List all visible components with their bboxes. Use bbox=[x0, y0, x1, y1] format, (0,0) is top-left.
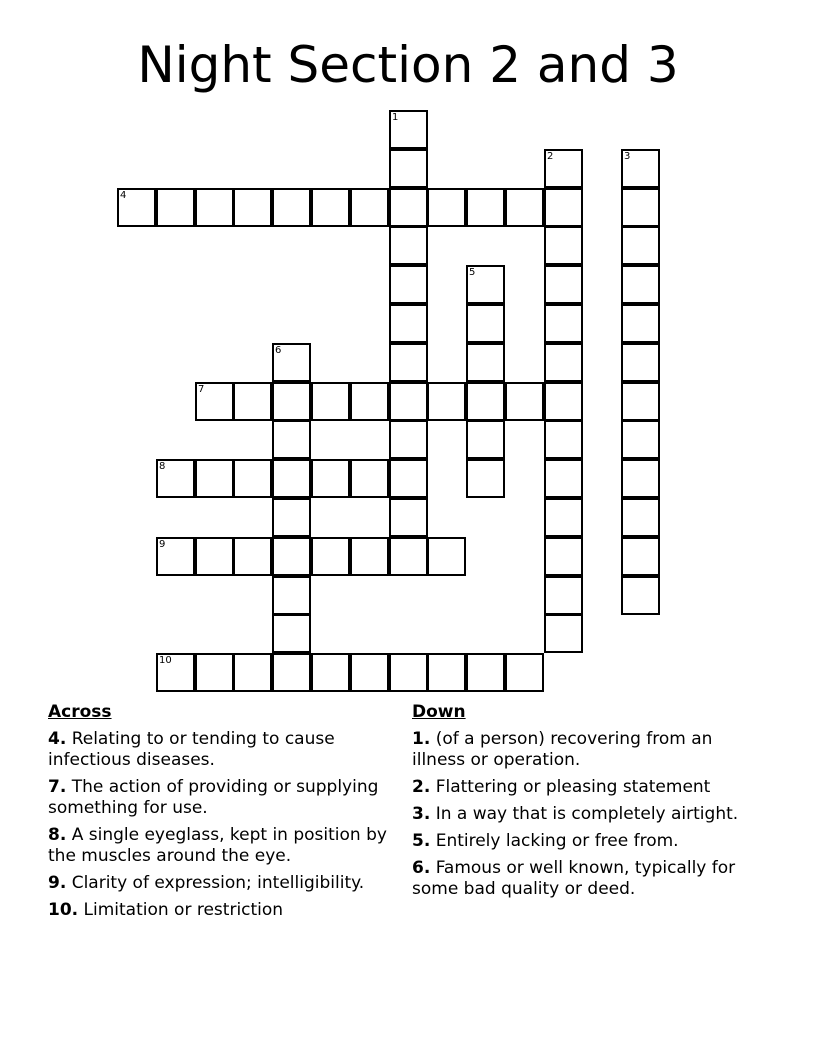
puzzle-title: Night Section 2 and 3 bbox=[137, 36, 679, 94]
grid-cell[interactable] bbox=[311, 459, 350, 498]
clue-text: Entirely lacking or free from. bbox=[435, 831, 679, 851]
grid-cell[interactable] bbox=[311, 653, 350, 692]
clue-text: Relating to or tending to cause infectious diseases. bbox=[48, 729, 335, 770]
grid-cell[interactable] bbox=[544, 226, 583, 265]
clue-number: 7. bbox=[48, 777, 67, 797]
clue-text: Famous or well known, typically for some bad quality or deed. bbox=[412, 858, 736, 899]
grid-cell[interactable] bbox=[389, 265, 428, 304]
grid-cell[interactable] bbox=[350, 188, 389, 227]
down-heading: Down bbox=[412, 702, 466, 722]
grid-cell[interactable] bbox=[544, 537, 583, 576]
grid-cell[interactable] bbox=[621, 343, 660, 382]
grid-cell[interactable] bbox=[389, 653, 428, 692]
grid-cell[interactable] bbox=[389, 459, 428, 498]
across-clue-10 bbox=[48, 900, 393, 921]
cell-number: 2 bbox=[547, 151, 554, 162]
grid-cell[interactable] bbox=[621, 188, 660, 227]
clue-number: 8. bbox=[48, 825, 67, 845]
grid-cell[interactable] bbox=[544, 459, 583, 498]
grid-cell[interactable] bbox=[621, 226, 660, 265]
clue-text: Clarity of expression; intelligibility. bbox=[71, 873, 365, 893]
grid-cell[interactable] bbox=[156, 188, 195, 227]
grid-cell[interactable] bbox=[272, 343, 311, 382]
clue-number: 6. bbox=[412, 858, 431, 878]
down-clue-1 bbox=[412, 729, 757, 771]
grid-cell[interactable] bbox=[427, 653, 466, 692]
grid-cell[interactable] bbox=[544, 382, 583, 421]
grid-cell[interactable] bbox=[195, 537, 234, 576]
grid-cell[interactable] bbox=[389, 110, 428, 149]
clue-text: Limitation or restriction bbox=[83, 900, 284, 920]
cell-number: 5 bbox=[469, 267, 476, 278]
grid-cell[interactable] bbox=[389, 304, 428, 343]
clue-number: 3. bbox=[412, 804, 431, 824]
grid-cell[interactable] bbox=[272, 420, 311, 459]
grid-cell[interactable] bbox=[427, 382, 466, 421]
grid-cell[interactable] bbox=[350, 459, 389, 498]
grid-cell[interactable] bbox=[311, 188, 350, 227]
across-clue-7 bbox=[48, 777, 393, 819]
cell-number: 7 bbox=[198, 384, 205, 395]
grid-cell[interactable] bbox=[544, 576, 583, 615]
grid-cell[interactable] bbox=[466, 382, 505, 421]
grid-cell[interactable] bbox=[427, 188, 466, 227]
grid-cell[interactable] bbox=[350, 653, 389, 692]
grid-cell[interactable] bbox=[156, 653, 195, 692]
grid-cell[interactable] bbox=[389, 382, 428, 421]
cell-number: 8 bbox=[159, 461, 166, 472]
clue-number: 9. bbox=[48, 873, 67, 893]
grid-cell[interactable] bbox=[466, 265, 505, 304]
grid-cell[interactable] bbox=[195, 459, 234, 498]
down-clue-5 bbox=[412, 831, 757, 852]
grid-cell[interactable] bbox=[621, 265, 660, 304]
grid-cell[interactable] bbox=[195, 653, 234, 692]
grid-cell[interactable] bbox=[156, 459, 195, 498]
across-clue-8 bbox=[48, 825, 393, 867]
clue-number: 5. bbox=[412, 831, 431, 851]
grid-cell[interactable] bbox=[544, 614, 583, 653]
grid-cell[interactable] bbox=[544, 420, 583, 459]
grid-cell[interactable] bbox=[389, 537, 428, 576]
grid-cell[interactable] bbox=[621, 576, 660, 615]
across-clue-4 bbox=[48, 729, 393, 771]
clue-number: 1. bbox=[412, 729, 431, 749]
clue-text: A single eyeglass, kept in position by the muscles around the eye. bbox=[48, 825, 387, 866]
clue-text: In a way that is completely airtight. bbox=[435, 804, 739, 824]
grid-cell[interactable] bbox=[544, 188, 583, 227]
grid-cell[interactable] bbox=[389, 226, 428, 265]
cell-number: 6 bbox=[275, 345, 282, 356]
grid-cell[interactable] bbox=[233, 188, 272, 227]
grid-cell[interactable] bbox=[621, 382, 660, 421]
grid-cell[interactable] bbox=[621, 149, 660, 188]
grid-cell[interactable] bbox=[350, 382, 389, 421]
grid-cell[interactable] bbox=[389, 420, 428, 459]
grid-cell[interactable] bbox=[466, 188, 505, 227]
grid-cell[interactable] bbox=[233, 382, 272, 421]
clue-number: 4. bbox=[48, 729, 67, 749]
down-clue-3 bbox=[412, 804, 757, 825]
grid-cell[interactable] bbox=[466, 343, 505, 382]
grid-cell[interactable] bbox=[272, 498, 311, 537]
grid-cell[interactable] bbox=[272, 188, 311, 227]
grid-cell[interactable] bbox=[156, 537, 195, 576]
grid-cell[interactable] bbox=[272, 614, 311, 653]
grid-cell[interactable] bbox=[621, 537, 660, 576]
grid-cell[interactable] bbox=[195, 382, 234, 421]
across-clues bbox=[48, 702, 393, 927]
grid-cell[interactable] bbox=[621, 459, 660, 498]
grid-cell[interactable] bbox=[350, 537, 389, 576]
grid-cell[interactable] bbox=[466, 459, 505, 498]
grid-cell[interactable] bbox=[621, 420, 660, 459]
grid-cell[interactable] bbox=[389, 149, 428, 188]
down-clues bbox=[412, 702, 757, 906]
clue-number: 10. bbox=[48, 900, 79, 920]
down-clue-2 bbox=[412, 777, 757, 798]
grid-cell[interactable] bbox=[272, 459, 311, 498]
grid-cell[interactable] bbox=[389, 188, 428, 227]
grid-cell[interactable] bbox=[544, 343, 583, 382]
grid-cell[interactable] bbox=[544, 304, 583, 343]
grid-cell[interactable] bbox=[621, 304, 660, 343]
cell-number: 1 bbox=[392, 112, 399, 123]
cell-number: 4 bbox=[120, 190, 127, 201]
grid-cell[interactable] bbox=[233, 459, 272, 498]
grid-cell[interactable] bbox=[544, 149, 583, 188]
across-heading: Across bbox=[48, 702, 112, 722]
down-clue-6 bbox=[412, 858, 757, 900]
grid-cell[interactable] bbox=[427, 537, 466, 576]
grid-cell[interactable] bbox=[466, 304, 505, 343]
grid-cell[interactable] bbox=[389, 343, 428, 382]
grid-cell[interactable] bbox=[466, 653, 505, 692]
grid-cell[interactable] bbox=[311, 382, 350, 421]
cell-number: 9 bbox=[159, 539, 166, 550]
grid-cell[interactable] bbox=[272, 537, 311, 576]
grid-cell[interactable] bbox=[272, 576, 311, 615]
grid-cell[interactable] bbox=[505, 382, 544, 421]
grid-cell[interactable] bbox=[311, 537, 350, 576]
grid-cell[interactable] bbox=[544, 498, 583, 537]
clue-text: (of a person) recovering from an illness or operation. bbox=[412, 729, 713, 770]
grid-cell[interactable] bbox=[621, 498, 660, 537]
clue-text: The action of providing or supplying something for use. bbox=[48, 777, 379, 818]
across-clue-9 bbox=[48, 873, 393, 894]
clue-number: 2. bbox=[412, 777, 431, 797]
cell-number: 10 bbox=[159, 655, 172, 666]
grid-cell[interactable] bbox=[272, 382, 311, 421]
grid-cell[interactable] bbox=[117, 188, 156, 227]
grid-cell[interactable] bbox=[505, 188, 544, 227]
clue-text: Flattering or pleasing statement bbox=[435, 777, 711, 797]
grid-cell[interactable] bbox=[389, 498, 428, 537]
grid-cell[interactable] bbox=[195, 188, 234, 227]
grid-cell[interactable] bbox=[544, 265, 583, 304]
grid-cell[interactable] bbox=[233, 653, 272, 692]
cell-number: 3 bbox=[624, 151, 631, 162]
grid-cell[interactable] bbox=[505, 653, 544, 692]
grid-cell[interactable] bbox=[233, 537, 272, 576]
grid-cell[interactable] bbox=[272, 653, 311, 692]
grid-cell[interactable] bbox=[466, 420, 505, 459]
